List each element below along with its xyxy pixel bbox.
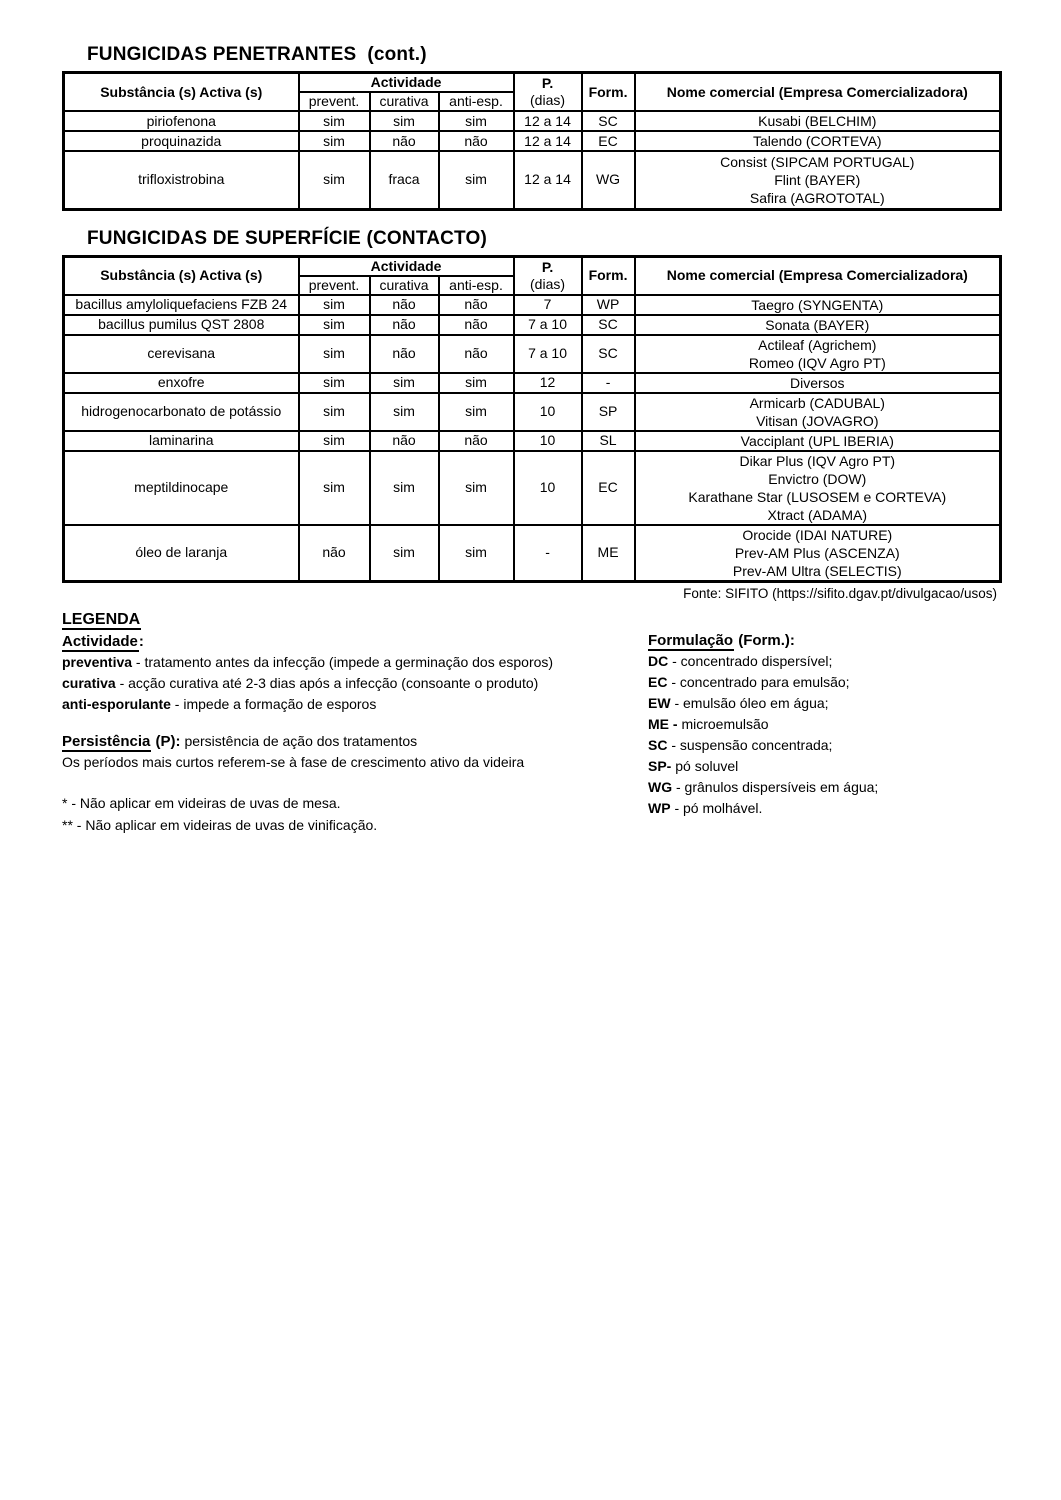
- prevent-cell: sim: [299, 431, 370, 451]
- formulacao-item-sc: [648, 735, 998, 756]
- formulacao-item-ew: [648, 693, 998, 714]
- definition: - suspensão concentrada;: [667, 736, 833, 753]
- prevent-cell: sim: [299, 315, 370, 335]
- fonte-source-line: Fonte: SIFITO (https://sifito.dgav.pt/divulgacao/usos): [683, 585, 997, 601]
- p-dias-cell: 7 a 10: [514, 315, 582, 335]
- substancia-cell: bacillus pumilus QST 2808: [64, 315, 299, 335]
- col-header-form: Form.: [582, 256, 635, 295]
- formulacao-item-me: [648, 714, 998, 735]
- definition: - impede a formação de esporos: [170, 695, 377, 712]
- footnote-vinificacao: ** - Não aplicar em videiras de uvas de vinificação.: [62, 816, 378, 833]
- curativa-cell: fraca: [370, 151, 439, 209]
- nome-line: Flint (BAYER): [774, 171, 861, 188]
- term: curativa: [62, 674, 116, 691]
- abbr: DC: [648, 652, 669, 669]
- header-row-1: [64, 73, 1001, 93]
- formulacao-item-wp: [648, 798, 998, 819]
- page-content: [62, 44, 999, 836]
- definition: - concentrado para emulsão;: [667, 673, 850, 690]
- actividade-heading-colon: :: [138, 632, 144, 650]
- anti-esp-cell: não: [439, 335, 514, 373]
- col-header-curativa: curativa: [370, 276, 439, 295]
- col-header-form: Form.: [582, 73, 635, 112]
- substancia-cell: laminarina: [64, 431, 299, 451]
- prevent-cell: sim: [299, 295, 370, 315]
- penetrantes-title: FUNGICIDAS PENETRANTES (cont.): [87, 44, 427, 65]
- nome-line: Dikar Plus (IQV Agro PT): [739, 452, 896, 469]
- curativa-cell: sim: [370, 373, 439, 393]
- col-header-actividade: Actividade: [299, 73, 514, 93]
- p-dias-cell: 12 a 14: [514, 151, 582, 209]
- persistencia-note: Os períodos mais curtos referem-se à fase de crescimento ativo da videira: [62, 753, 525, 770]
- nome-comercial-cell: [635, 151, 1001, 209]
- p-dias-cell: 7: [514, 295, 582, 315]
- nome-line: Prev-AM Plus (ASCENZA): [734, 544, 900, 561]
- formulacao-heading: [648, 630, 998, 651]
- form-cell: WG: [582, 151, 635, 209]
- table-row: [64, 373, 1001, 393]
- formulacao-item-dc: [648, 651, 998, 672]
- col-header-nome-comercial: Nome comercial (Empresa Comercializadora): [635, 73, 1001, 112]
- form-cell: -: [582, 373, 635, 393]
- legend-section: [62, 609, 999, 836]
- col-header-substancia: Substância (s) Activa (s): [64, 256, 299, 295]
- anti-esp-cell: sim: [439, 393, 514, 431]
- col-header-nome-comercial: Nome comercial (Empresa Comercializadora): [635, 256, 1001, 295]
- formulacao-item-wg: [648, 777, 998, 798]
- abbr: WP: [648, 799, 671, 816]
- formulacao-heading-text: Formulação: [648, 631, 734, 649]
- nome-comercial-cell: [635, 525, 1001, 582]
- p-label: P.: [541, 75, 554, 91]
- curativa-cell: não: [370, 335, 439, 373]
- anti-esp-cell: sim: [439, 525, 514, 582]
- nome-line: Safira (AGROTOTAL): [749, 189, 885, 206]
- nome-line: Karathane Star (LUSOSEM e CORTEVA): [688, 488, 947, 505]
- formulacao-item-ec: [648, 672, 998, 693]
- nome-comercial-cell: [635, 431, 1001, 451]
- anti-esp-cell: sim: [439, 151, 514, 209]
- table-row: [64, 315, 1001, 335]
- spacer: [62, 715, 637, 731]
- col-header-anti-esp: anti-esp.: [439, 92, 514, 111]
- definition: - grânulos dispersíveis em água;: [672, 778, 879, 795]
- table-row: [64, 525, 1001, 582]
- substancia-cell: óleo de laranja: [64, 525, 299, 582]
- definition: - pó molhável.: [670, 799, 763, 816]
- table-row: [64, 335, 1001, 373]
- prevent-cell: sim: [299, 373, 370, 393]
- curativa-cell: sim: [370, 111, 439, 131]
- nome-line: Kusabi (BELCHIM): [758, 113, 877, 129]
- curativa-cell: não: [370, 315, 439, 335]
- abbr: SC: [648, 736, 668, 753]
- prevent-cell: não: [299, 525, 370, 582]
- curativa-cell: não: [370, 295, 439, 315]
- anti-esp-cell: sim: [439, 451, 514, 525]
- persistencia-desc: persistência de ação dos tratamentos: [180, 732, 418, 749]
- nome-line: Prev-AM Ultra (SELECTIS): [732, 562, 902, 579]
- prevent-cell: sim: [299, 131, 370, 151]
- curativa-cell: não: [370, 131, 439, 151]
- actividade-heading-text: Actividade: [62, 632, 138, 650]
- dias-label: (dias): [530, 92, 566, 108]
- definition: pó soluvel: [671, 757, 739, 774]
- abbr: ME -: [648, 715, 678, 732]
- substancia-cell: trifloxistrobina: [64, 151, 299, 209]
- abbr: SP-: [648, 757, 672, 774]
- col-header-actividade: Actividade: [299, 256, 514, 276]
- definition: - concentrado dispersível;: [668, 652, 833, 669]
- legend-item-preventiva: [62, 652, 637, 673]
- definition: - emulsão óleo em água;: [670, 694, 829, 711]
- formulacao-item-sp: [648, 756, 998, 777]
- p-dias-cell: 10: [514, 451, 582, 525]
- substancia-cell: cerevisana: [64, 335, 299, 373]
- substancia-cell: enxofre: [64, 373, 299, 393]
- nome-line: Talendo (CORTEVA): [752, 133, 882, 149]
- abbr: WG: [648, 778, 673, 795]
- table-row: [64, 111, 1001, 131]
- table-row: [64, 295, 1001, 315]
- abbr: EW: [648, 694, 671, 711]
- nome-line: Armicarb (CADUBAL): [749, 394, 885, 411]
- p-dias-cell: 10: [514, 393, 582, 431]
- table-row: [64, 131, 1001, 151]
- form-cell: SC: [582, 315, 635, 335]
- anti-esp-cell: não: [439, 431, 514, 451]
- table-row: [64, 431, 1001, 451]
- curativa-cell: sim: [370, 393, 439, 431]
- nome-line: Vacciplant (UPL IBERIA): [740, 432, 894, 449]
- col-header-prevent: prevent.: [299, 92, 370, 111]
- definition: microemulsão: [677, 715, 769, 732]
- nome-line: Romeo (IQV Agro PT): [748, 354, 886, 371]
- legenda-heading-text: LEGENDA: [62, 610, 141, 628]
- definition: - acção curativa até 2-3 dias após a infecção (consoante o produto): [115, 674, 539, 691]
- form-cell: WP: [582, 295, 635, 315]
- col-header-p-dias: [514, 73, 582, 112]
- p-dias-cell: 7 a 10: [514, 335, 582, 373]
- curativa-cell: não: [370, 431, 439, 451]
- dias-label: (dias): [530, 275, 566, 292]
- prevent-cell: sim: [299, 111, 370, 131]
- persistencia-heading-text: Persistência: [62, 732, 151, 750]
- superficie-table: [62, 255, 1002, 583]
- anti-esp-cell: não: [439, 295, 514, 315]
- nome-line: Vitisan (JOVAGRO): [756, 412, 879, 429]
- nome-line: Xtract (ADAMA): [767, 506, 868, 523]
- definition: - tratamento antes da infecção (impede a germinação dos esporos): [132, 653, 554, 670]
- nome-comercial-cell: [635, 451, 1001, 525]
- col-header-substancia: Substância (s) Activa (s): [64, 73, 299, 112]
- p-label: P.: [541, 258, 554, 275]
- abbr: EC: [648, 673, 668, 690]
- form-cell: SC: [582, 111, 635, 131]
- form-cell: EC: [582, 451, 635, 525]
- legend-item-curativa: [62, 673, 637, 694]
- col-header-anti-esp: anti-esp.: [439, 276, 514, 295]
- prevent-cell: sim: [299, 451, 370, 525]
- curativa-cell: sim: [370, 525, 439, 582]
- p-dias-cell: 12 a 14: [514, 131, 582, 151]
- col-header-curativa: curativa: [370, 92, 439, 111]
- table-row: [64, 393, 1001, 431]
- nome-comercial-cell: [635, 335, 1001, 373]
- prevent-cell: sim: [299, 335, 370, 373]
- anti-esp-cell: não: [439, 131, 514, 151]
- table-row: [64, 151, 1001, 209]
- prevent-cell: sim: [299, 393, 370, 431]
- col-header-prevent: prevent.: [299, 276, 370, 295]
- nome-line: Consist (SIPCAM PORTUGAL): [720, 153, 915, 170]
- legend-left-column: [62, 609, 637, 836]
- persistencia-heading: [62, 731, 637, 752]
- nome-comercial-cell: [635, 111, 1001, 131]
- penetrantes-table: [62, 71, 1002, 211]
- nome-comercial-cell: [635, 373, 1001, 393]
- form-cell: SP: [582, 393, 635, 431]
- term: preventiva: [62, 653, 133, 670]
- curativa-cell: sim: [370, 451, 439, 525]
- anti-esp-cell: não: [439, 315, 514, 335]
- nome-line: Envictro (DOW): [768, 470, 867, 487]
- superficie-title: FUNGICIDAS DE SUPERFÍCIE (CONTACTO): [87, 227, 488, 249]
- p-dias-cell: 12 a 14: [514, 111, 582, 131]
- p-dias-cell: 10: [514, 431, 582, 451]
- legenda-heading: [62, 609, 637, 631]
- formulacao-heading-rest: (Form.):: [734, 631, 795, 649]
- term: anti-esporulante: [62, 695, 171, 712]
- p-dias-cell: 12: [514, 373, 582, 393]
- form-cell: SL: [582, 431, 635, 451]
- substancia-cell: piriofenona: [64, 111, 299, 131]
- table-row: [64, 451, 1001, 525]
- substancia-cell: proquinazida: [64, 131, 299, 151]
- substancia-cell: hidrogenocarbonato de potássio: [64, 393, 299, 431]
- p-dias-cell: -: [514, 525, 582, 582]
- nome-line: Actileaf (Agrichem): [758, 336, 877, 353]
- actividade-heading: [62, 631, 637, 652]
- anti-esp-cell: sim: [439, 373, 514, 393]
- nome-line: Diversos: [790, 374, 845, 391]
- nome-line: Sonata (BAYER): [765, 316, 870, 333]
- substancia-cell: meptildinocape: [64, 451, 299, 525]
- form-cell: EC: [582, 131, 635, 151]
- persistencia-heading-rest: (P):: [151, 732, 181, 750]
- nome-line: Taegro (SYNGENTA): [751, 296, 884, 313]
- nome-comercial-cell: [635, 393, 1001, 431]
- anti-esp-cell: sim: [439, 111, 514, 131]
- legend-item-anti-esporulante: [62, 694, 637, 715]
- col-header-p-dias: [514, 256, 582, 295]
- nome-comercial-cell: [635, 295, 1001, 315]
- footnote-mesa: * - Não aplicar em videiras de uvas de mesa.: [62, 794, 341, 811]
- form-cell: ME: [582, 525, 635, 582]
- prevent-cell: sim: [299, 151, 370, 209]
- substancia-cell: bacillus amyloliquefaciens FZB 24: [64, 295, 299, 315]
- legend-right-column: [648, 630, 998, 819]
- form-cell: SC: [582, 335, 635, 373]
- nome-line: Orocide (IDAI NATURE): [742, 526, 893, 543]
- spacer: [62, 773, 637, 792]
- nome-comercial-cell: [635, 131, 1001, 151]
- header-row-1: [64, 256, 1001, 276]
- nome-comercial-cell: [635, 315, 1001, 335]
